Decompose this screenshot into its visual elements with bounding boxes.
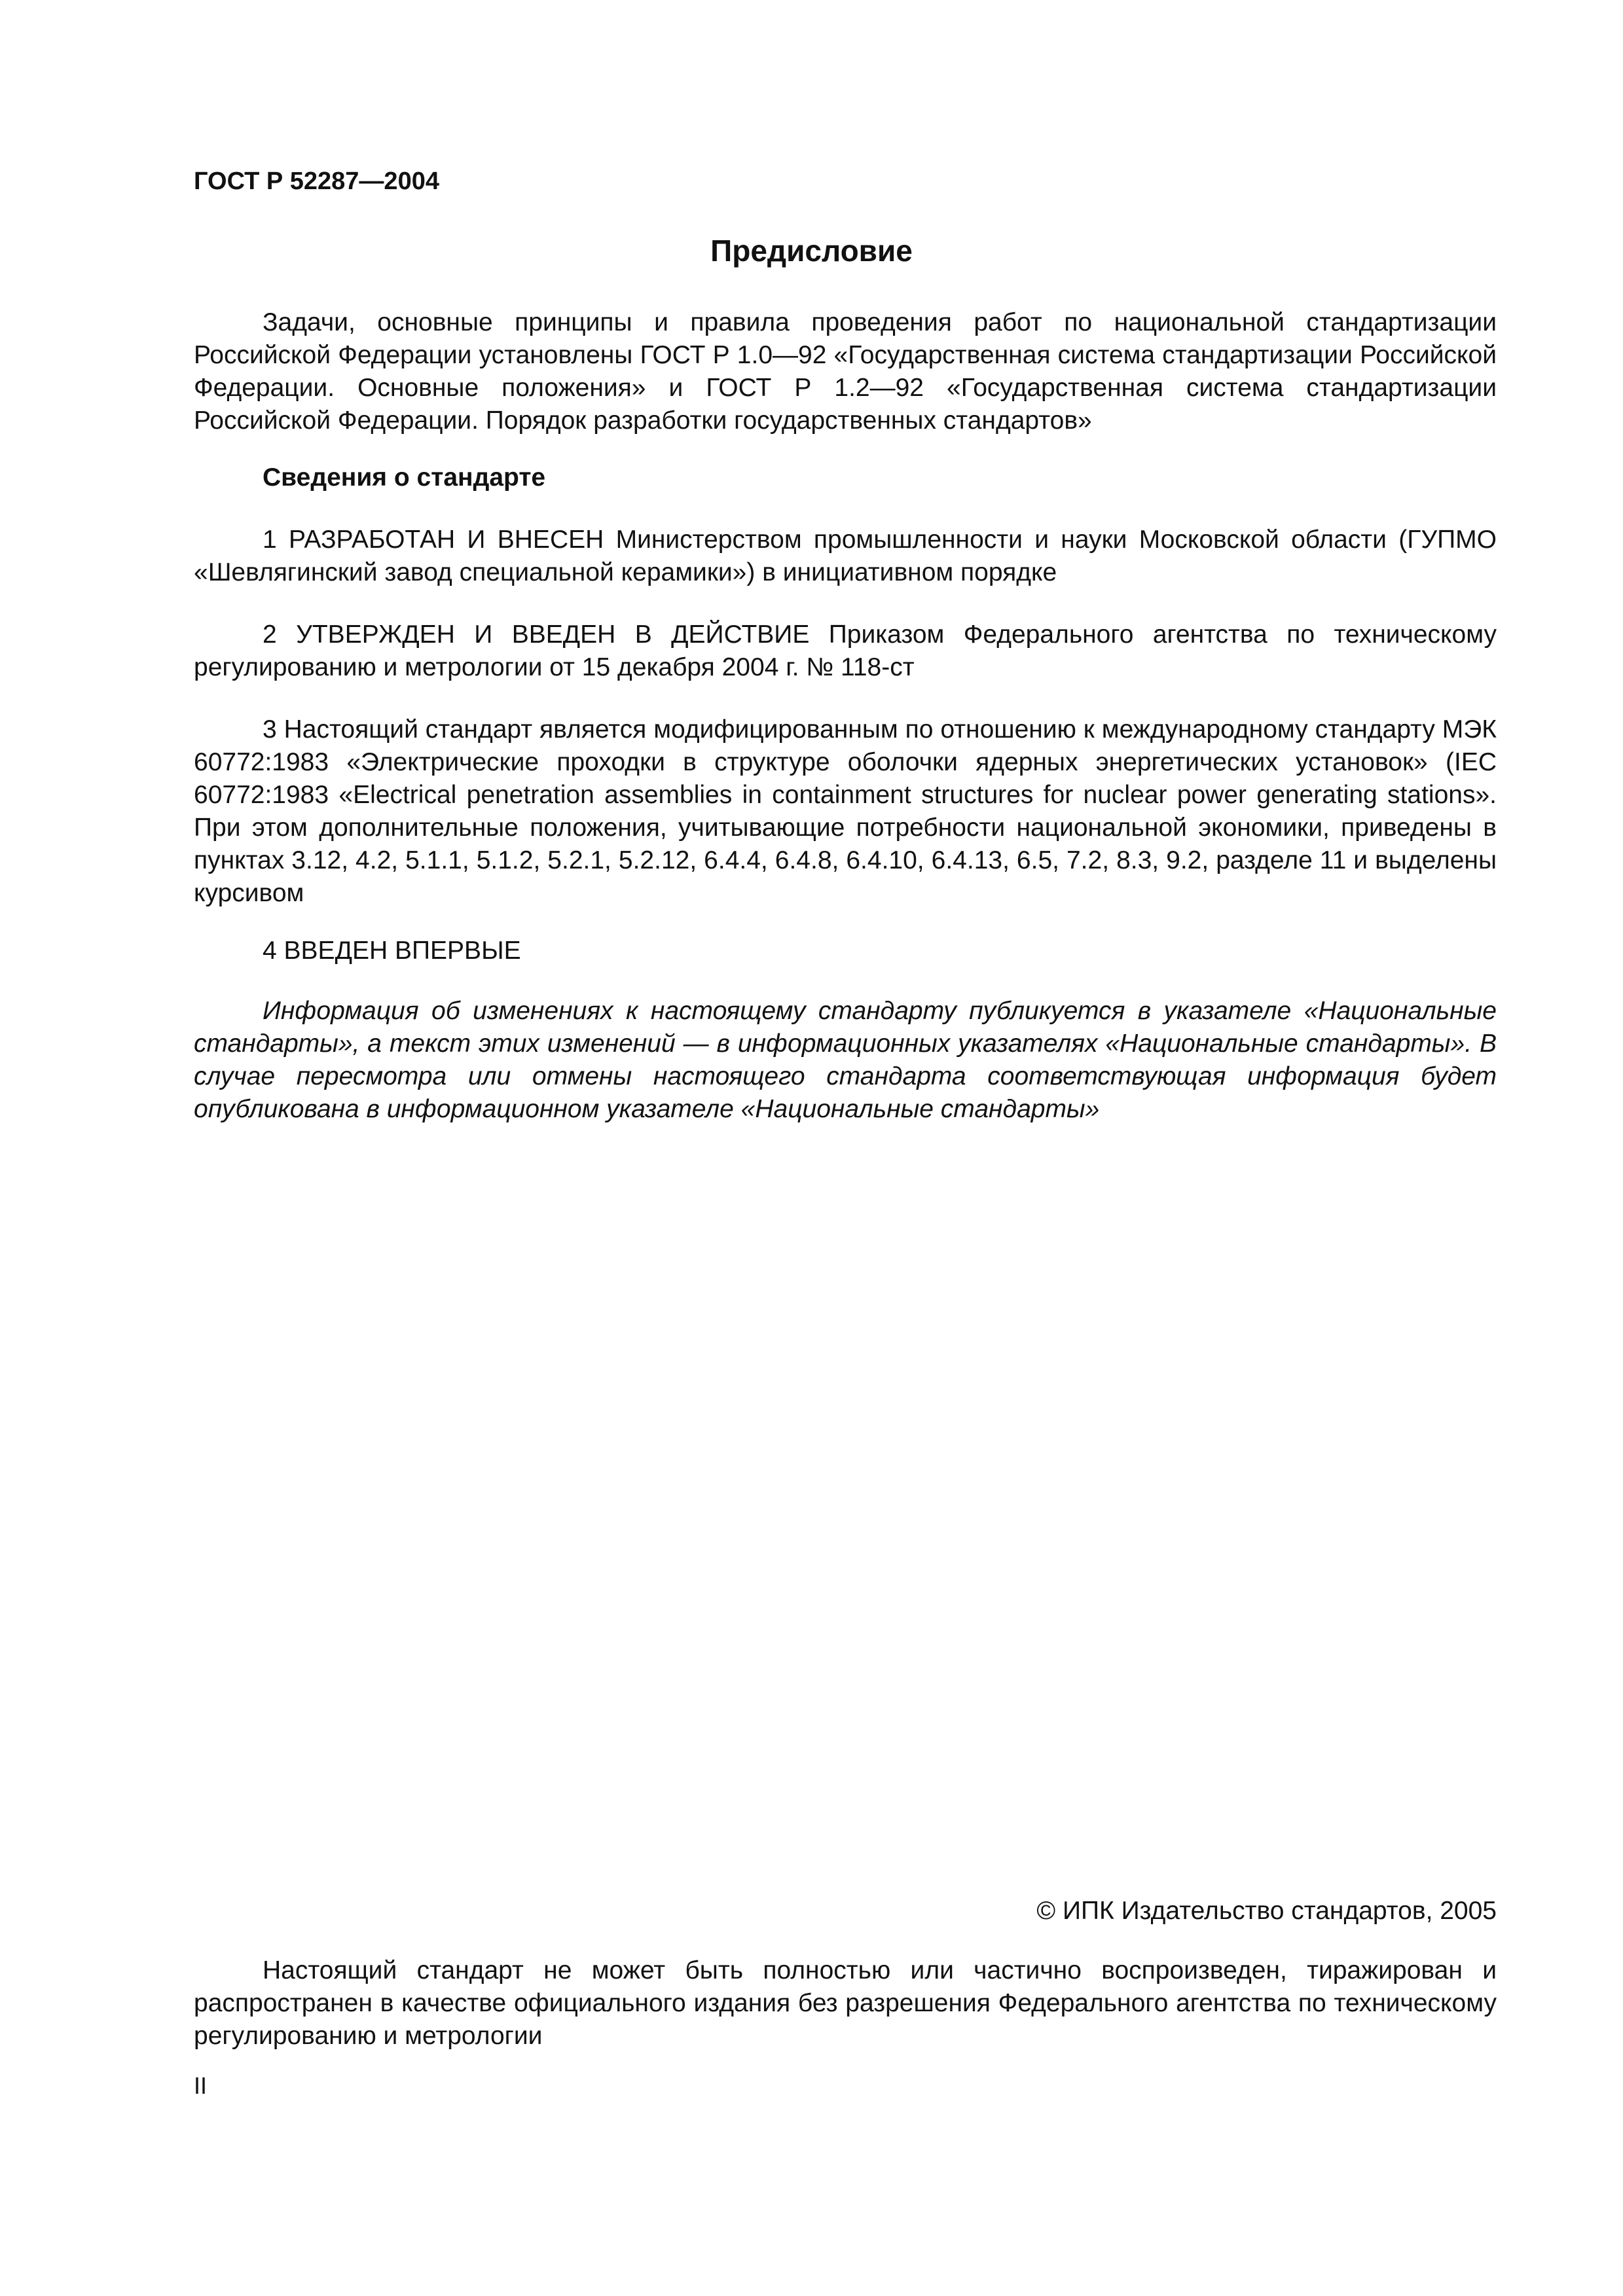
copyright-line: © ИПК Издательство стандартов, 2005 [1036, 1897, 1497, 1925]
reproduction-notice-paragraph: Настоящий стандарт не может быть полностью или частично воспроизведен, тиражирован и распространен в качестве официального издания без разрешения Федерального агентства по техническому регулированию и метрологии [194, 1956, 1497, 2050]
page-number: II [194, 2072, 208, 2099]
item-3-paragraph: 3 Настоящий стандарт является модифицированным по отношению к международному стандарту МЭК 60772:1983 «Электрические проходки в структуре оболочки ядерных энергетических установок» (IEC 60772:1983 «Electrical penetration assemblies in containment structures for nuclear power generating stations». При этом дополнительные положения, учитывающие потребности национальной экономики, приведены в пунктах 3.12, 4.2, 5.1.1, 5.1.2, 5.2.1, 5.2.12, 6.4.4, 6.4.8, 6.4.10, 6.4.13, 6.5, 7.2, 8.3, 9.2, разделе 11 и выделены курсивом [194, 715, 1497, 907]
item-2-paragraph: 2 УТВЕРЖДЕН И ВВЕДЕН В ДЕЙСТВИЕ Приказом Федерального агентства по техническому регулированию и метрологии от 15 декабря 2004 г. № 118-ст [194, 620, 1497, 681]
intro-paragraph: Задачи, основные принципы и правила проведения работ по национальной стандартизации Российской Федерации установлены ГОСТ Р 1.0—92 «Государственная система стандартизации Российской Федерации. Основные положения» и ГОСТ Р 1.2—92 «Государственная система стандартизации Российской Федерации. Порядок разработки государственных стандартов» [194, 308, 1497, 435]
document-number-header: ГОСТ Р 52287—2004 [194, 168, 439, 195]
preface-title: Предисловие [710, 234, 913, 268]
item-1-paragraph: 1 РАЗРАБОТАН И ВНЕСЕН Министерством промышленности и науки Московской области (ГУПМО «Шевлягинский завод специальной керамики») в инициативном порядке [194, 526, 1497, 586]
changes-info-paragraph: Информация об изменениях к настоящему стандарту публикуется в указателе «Национальные стандарты», а текст этих изменений — в информационных указателях «Национальные стандарты». В случае пересмотра или отмены настоящего стандарта соответствующая информация будет опубликована в информационном указателе «Национальные стандарты» [194, 997, 1497, 1123]
item-4-paragraph: 4 ВВЕДЕН ВПЕРВЫЕ [263, 937, 521, 965]
standard-info-subheading: Сведения о стандарте [263, 463, 546, 492]
